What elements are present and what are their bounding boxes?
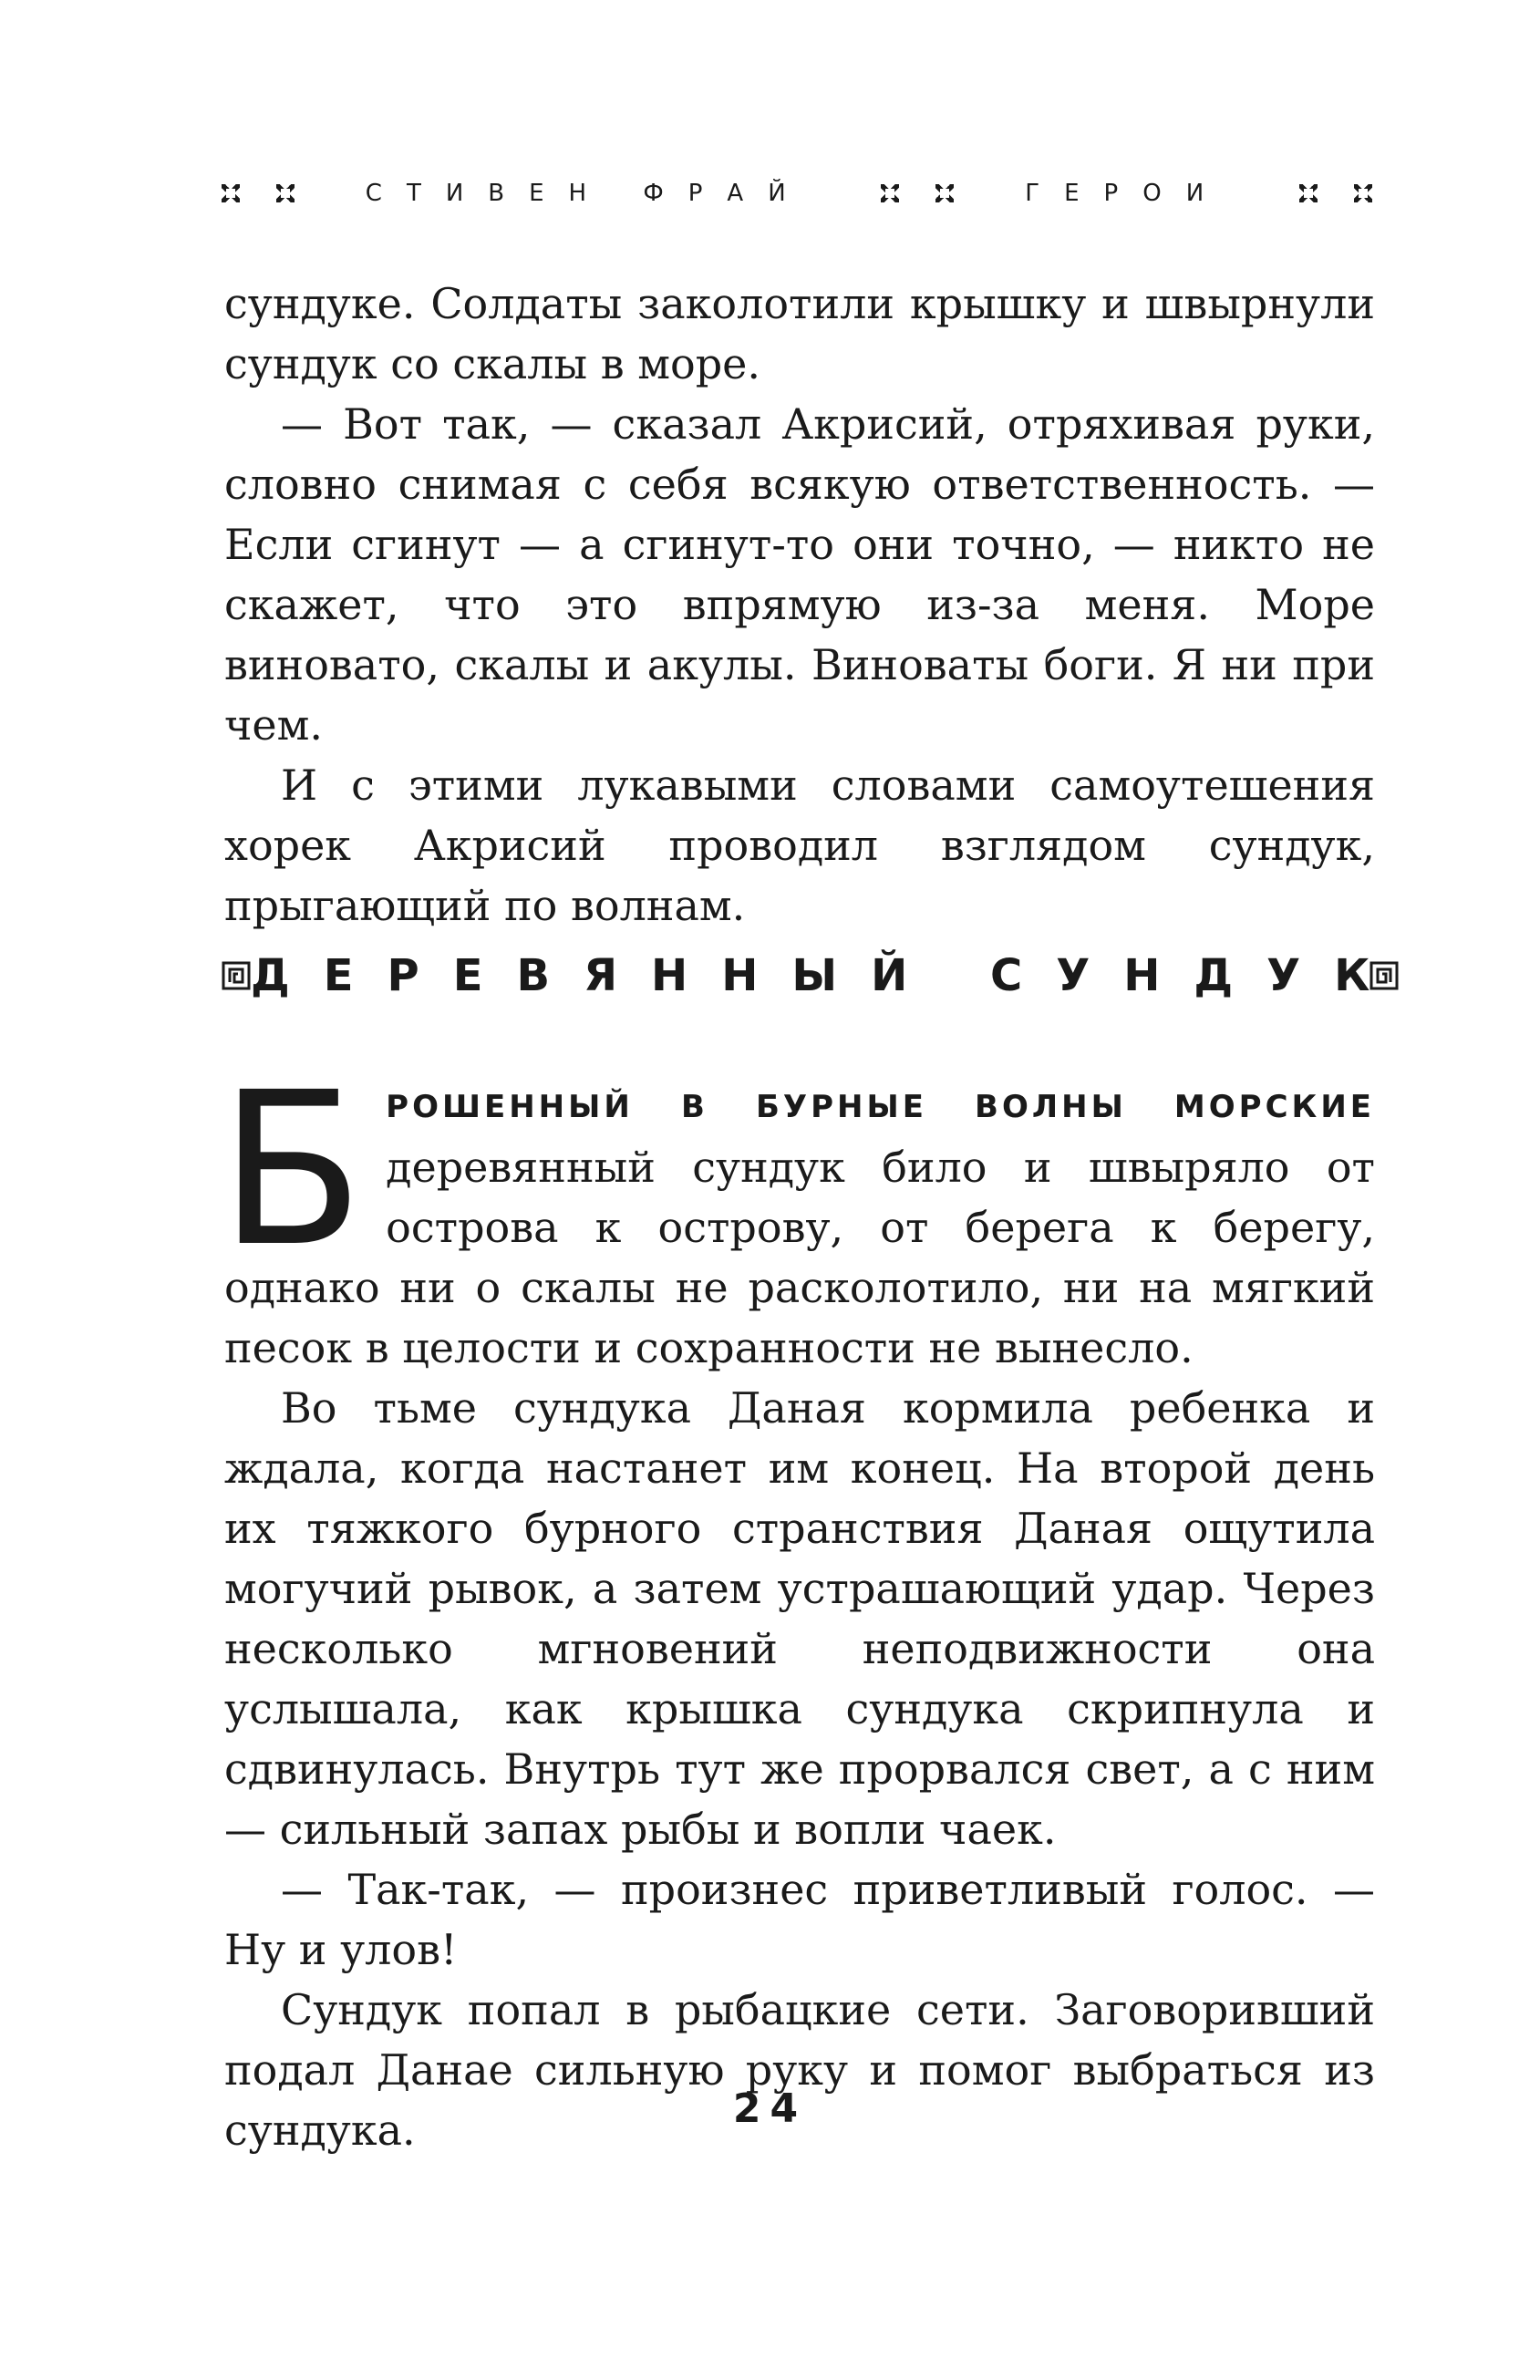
paragraph: сундуке. Солдаты заколотили крышку и швырнули сундук со скалы в море. [224,279,1375,388]
running-header [222,179,1372,208]
header-ornament-right [1299,184,1372,202]
lead-smallcaps: РОШЕННЫЙ В БУРНЫЕ ВОЛНЫ МОРСКИЕ [386,1089,1375,1125]
paragraph: И с этими лукавыми словами самоутешения хорек Акрисий проводил взглядом сундук, прыгающий по волнам. [224,761,1375,930]
drop-cap: Б [219,1047,365,1293]
section-1-text [224,274,1375,936]
header-book-title: ГЕРОИ [1025,180,1229,207]
paragraph: Сундук попал в рыбацкие сети. Заговоривший подал Данае сильную руку и помог выбраться из сундука. [224,1985,1375,2155]
paragraph: — Вот так, — сказал Акрисий, отряхивая руки, словно снимая с себя всякую ответственность. — Если сгинут — а сгинут-то они точно, — никто не скажет, что это впрямую из-за меня. Море виновато, скалы и акулы. Виноваты боги. Я ни при чем. [224,399,1375,750]
chapter-title: ДЕРЕВЯННЫЙ СУНДУК [251,950,1404,1001]
header-author: СТИВЕН ФРАЙ [365,180,811,207]
x-diamond-ornament-icon [1354,184,1372,202]
x-diamond-ornament-icon [881,184,899,202]
lead-paragraph [219,1047,1375,1378]
header-ornament-left [222,184,295,202]
greek-key-ornament-icon [1369,961,1399,990]
header-ornament-middle [881,184,954,202]
x-diamond-ornament-icon [276,184,295,202]
paragraph: — Так-так, — произнес приветливый голос. — Ну и улов! [224,1865,1375,1974]
x-diamond-ornament-icon [222,184,240,202]
chapter-text [219,1047,1375,2160]
x-diamond-ornament-icon [935,184,954,202]
chapter-heading [222,948,1404,1003]
x-diamond-ornament-icon [1299,184,1318,202]
lead-rest: деревянный сундук било и швыряло от острова к острову, от берега к берегу, однако ни о скалы не расколотило, ни на мягкий песок в целости и сохранности не вынесло. [224,1143,1375,1372]
page-number: 24 [732,2085,808,2132]
paragraph: Во тьме сундука Даная кормила ребенка и ждала, когда настанет им конец. На второй день их тяжкого бурного странствия Даная ощутила могучий рывок, а затем устрашающий удар. Через несколько мгновений неподвижности она услышала, как крышка сундука скрипнула и сдвинулась. Внутрь тут же прорвался свет, а с ним — сильный запах рыбы и вопли чаек. [224,1383,1375,1854]
greek-key-ornament-icon [222,961,251,990]
